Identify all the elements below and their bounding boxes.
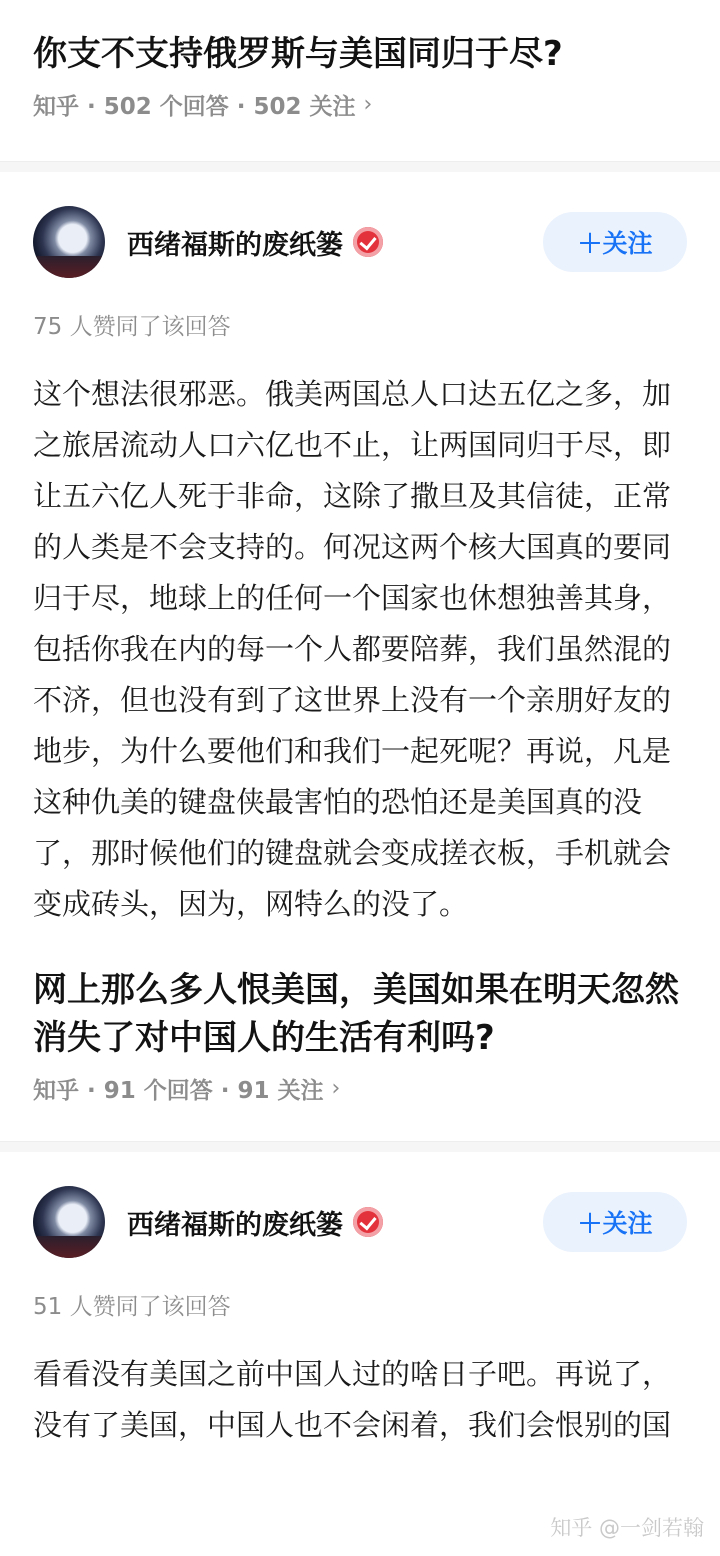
verified-badge-icon: [353, 1207, 383, 1237]
author-info[interactable]: [33, 1186, 383, 1258]
chevron-right-icon: ›: [363, 92, 373, 117]
divider: [0, 161, 720, 172]
question-title[interactable]: 网上那么多人恨美国，美国如果在明天忽然消失了对中国人的生活有利吗?: [33, 970, 679, 1058]
answer-card: [0, 1152, 720, 1451]
verified-badge-icon: [353, 227, 383, 257]
question-meta-text: 知乎 · 502 个回答 · 502 关注: [33, 94, 356, 120]
question-meta-text: 知乎 · 91 个回答 · 91 关注: [33, 1078, 324, 1104]
answer-text[interactable]: 这个想法很邪恶。俄美两国总人口达五亿之多，加之旅居流动人口六亿也不止，让两国同归于尽，即让五六亿人死于非命，这除了撒旦及其信徒，正常的人类是不会支持的。何况这两个核大国真的要同归于尽，地球上的任何一个国家也休想独善其身，包括你我在内的每一个人都要陪葬，我们虽然混的不济，但也没有到了这世界上没有一个亲朋好友的地步，为什么要他们和我们一起死呢？再说，凡是这种仇美的键盘侠最害怕的恐怕还是美国真的没了，那时候他们的键盘就会变成搓衣板，手机就会变成砖头，因为，网特么的没了。: [33, 377, 672, 921]
follow-button[interactable]: ＋关注: [543, 1192, 687, 1252]
question-header: [0, 0, 720, 121]
likes-count: 51 人赞同了该回答: [33, 1294, 231, 1320]
author-row: [33, 1184, 687, 1260]
answer-card: [0, 172, 720, 930]
author-name[interactable]: 西绪福斯的废纸篓: [127, 229, 343, 261]
watermark: 知乎 @一剑若翰: [550, 1516, 704, 1540]
question-meta[interactable]: [33, 88, 687, 121]
author-name[interactable]: 西绪福斯的废纸篓: [127, 1209, 343, 1241]
chevron-right-icon: ›: [331, 1076, 341, 1101]
answer-text[interactable]: 看看没有美国之前中国人过的啥日子吧。再说了，没有了美国，中国人也不会闲着，我们会恨别的国: [33, 1357, 672, 1442]
question-meta[interactable]: [33, 1072, 687, 1105]
author-info[interactable]: [33, 206, 383, 278]
follow-button[interactable]: ＋关注: [543, 212, 687, 272]
divider: [0, 1141, 720, 1152]
avatar[interactable]: [33, 1186, 105, 1258]
author-row: [33, 204, 687, 280]
avatar[interactable]: [33, 206, 105, 278]
question-title[interactable]: 你支不支持俄罗斯与美国同归于尽?: [33, 34, 563, 74]
question-header: [0, 930, 720, 1105]
likes-count: 75 人赞同了该回答: [33, 314, 231, 340]
